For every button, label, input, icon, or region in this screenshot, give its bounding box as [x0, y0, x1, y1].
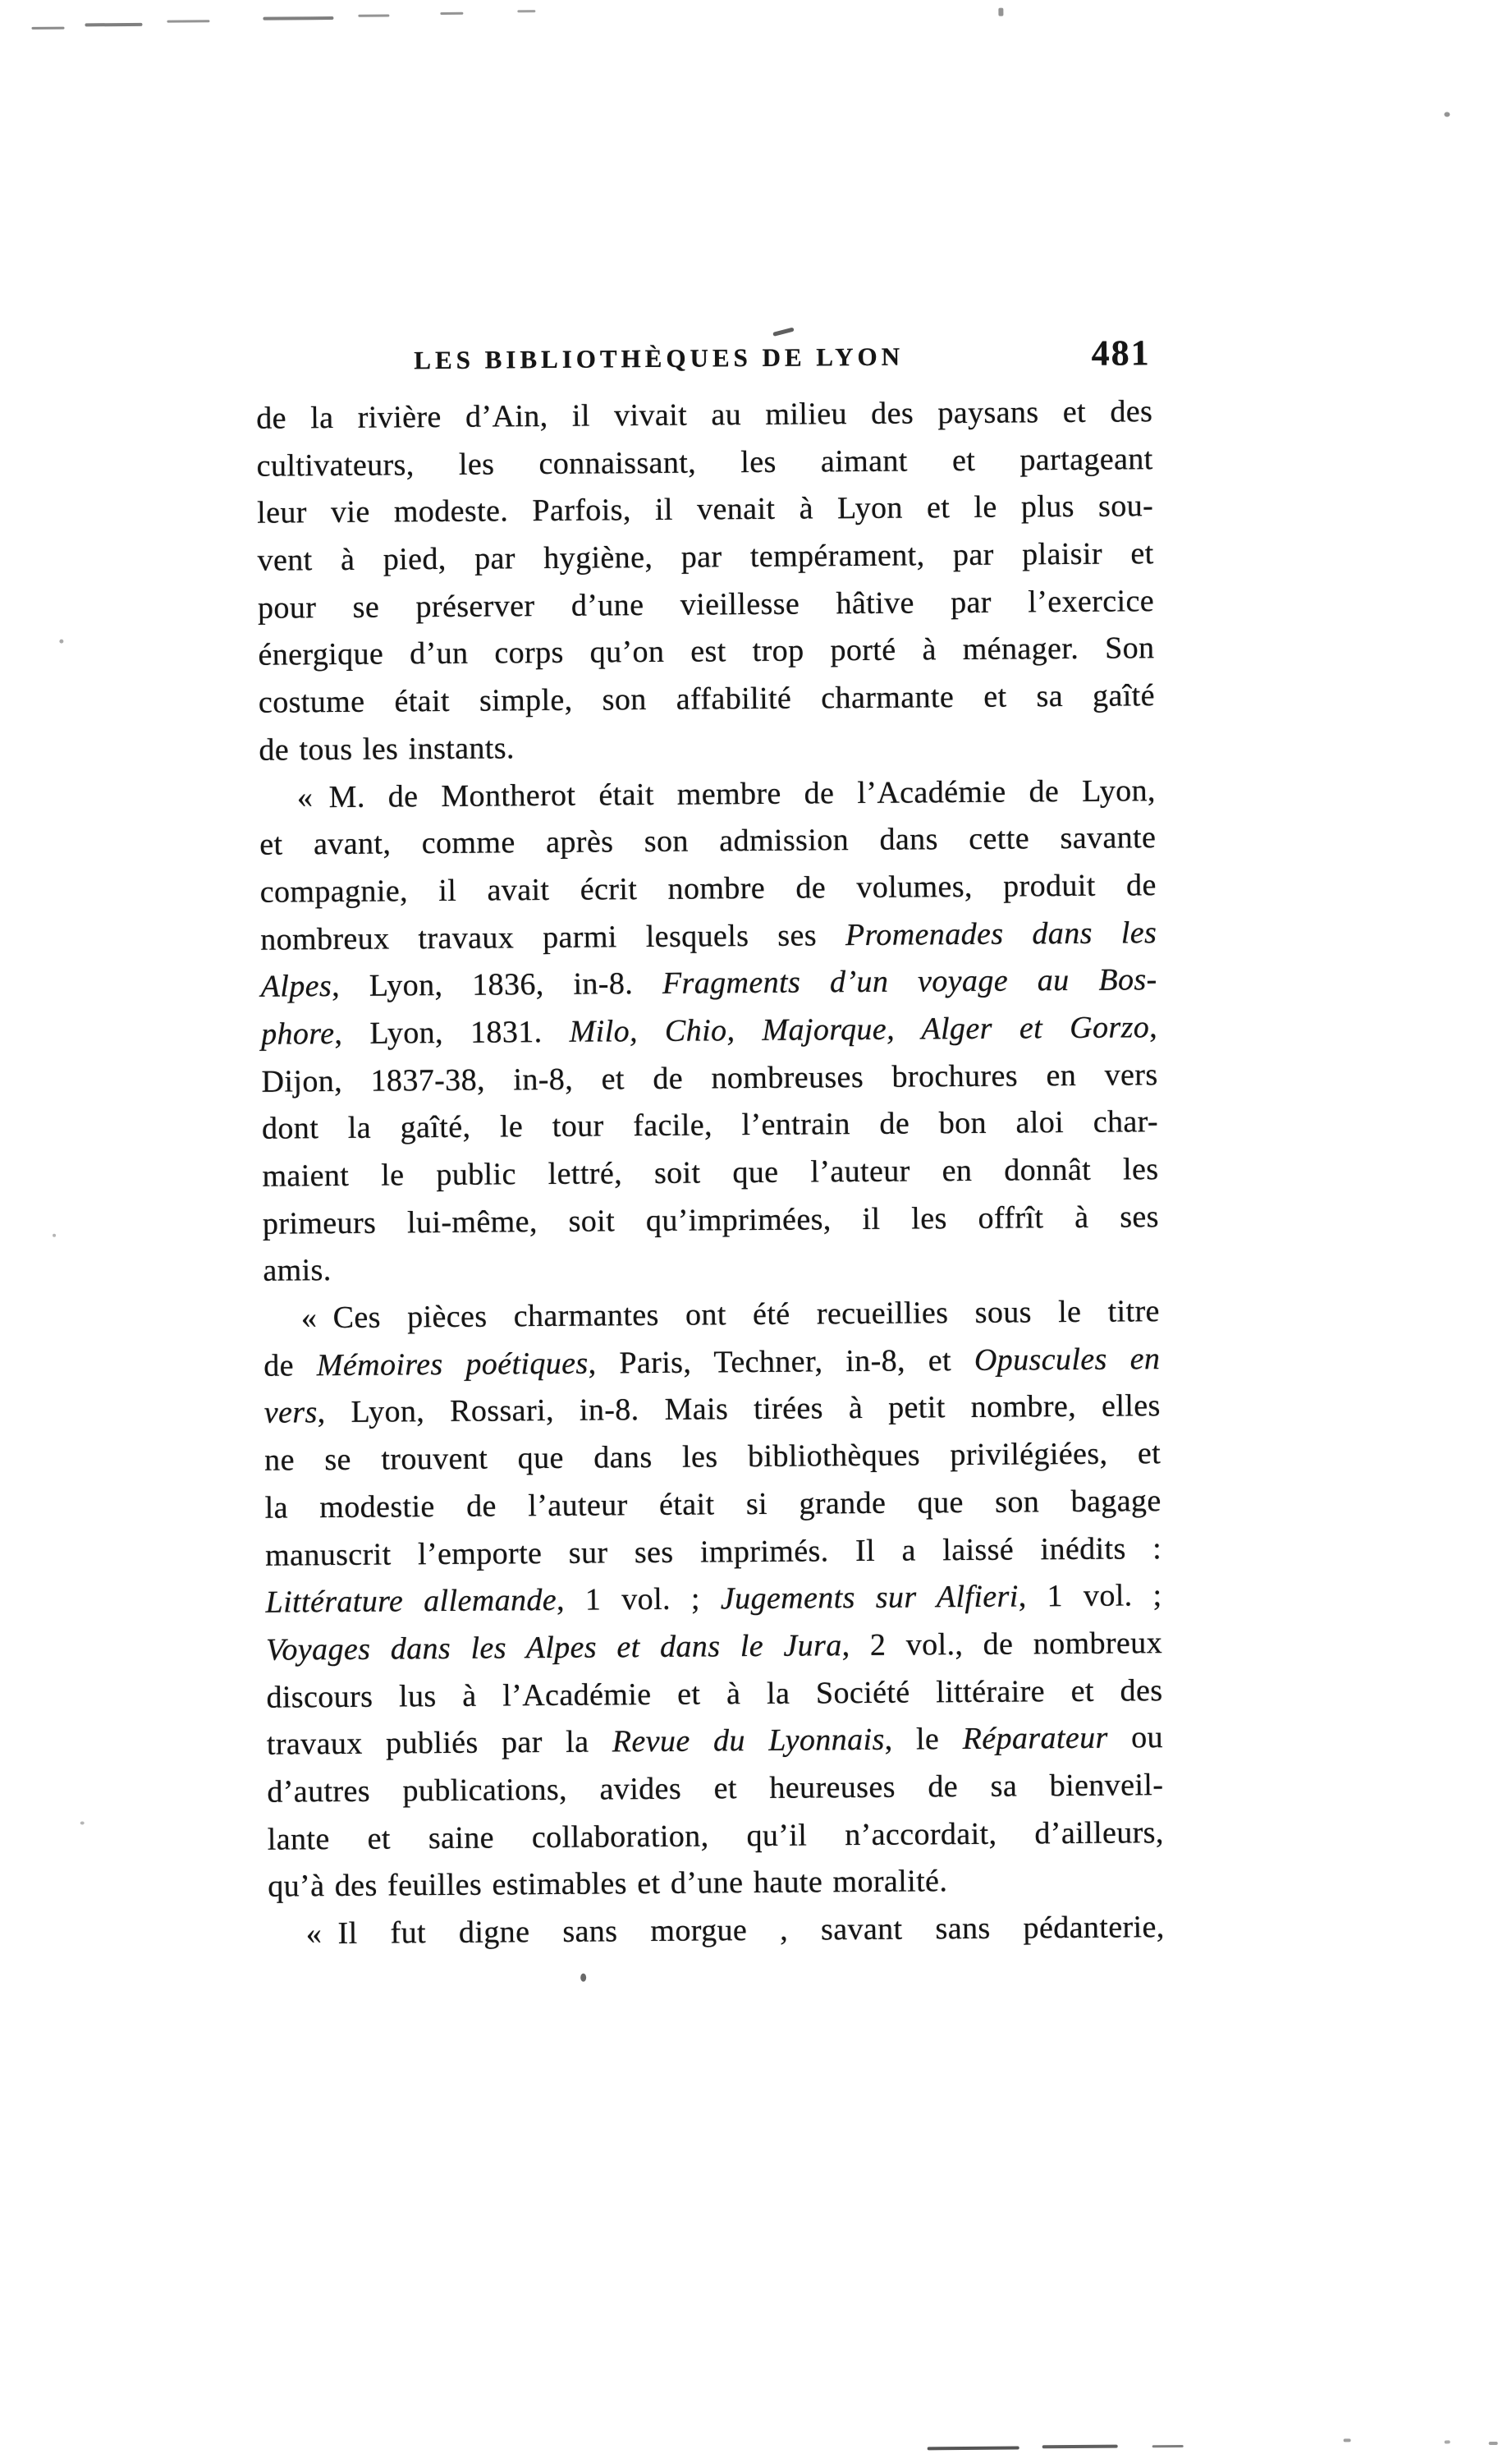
text-line — [259, 768, 1156, 822]
scan-artifact — [1445, 2440, 1450, 2443]
text-segment: « Il fut digne sans morgue , savant sans pédanterie, — [305, 1910, 1165, 1952]
text-line — [259, 814, 1156, 869]
text-line — [260, 956, 1157, 1011]
italic-text-segment: Mémoires poétiques — [316, 1346, 589, 1383]
text-block — [256, 388, 1165, 1958]
text-line — [262, 1099, 1158, 1153]
scan-artifact — [358, 14, 389, 16]
italic-text-segment: Voyages dans les Alpes et dans le Jura — [265, 1628, 842, 1667]
text-line — [265, 1572, 1161, 1626]
text-segment: , 1 vol. ; — [556, 1581, 722, 1618]
italic-text-segment: Jugements sur Alfieri — [720, 1579, 1019, 1617]
text-line — [262, 1146, 1158, 1200]
text-line — [257, 530, 1153, 585]
text-segment: d’autres publications, avides et heureuses de sa bienveil- — [267, 1768, 1164, 1810]
scan-artifact — [80, 1821, 85, 1824]
text-segment: pour se préserver d’une vieillesse hâtive par l’exercice — [257, 583, 1155, 626]
text-segment: manuscrit l’emporte sur ses imprimés. Il a laissé inédits : — [264, 1530, 1162, 1573]
italic-text-segment: phore — [260, 1016, 335, 1052]
italic-text-segment: Revue du Lyonnais — [612, 1722, 885, 1759]
text-segment: maient le public lettré, soit que l’auteur en donnât les — [262, 1152, 1159, 1194]
italic-text-segment: vers — [263, 1395, 318, 1431]
scan-artifact — [1444, 112, 1450, 117]
text-segment: , 1 vol. ; — [1018, 1578, 1162, 1614]
italic-text-segment: Milo, Chio, Majorque, Alger et Gorzo — [569, 1010, 1150, 1049]
text-segment: nombreux travaux parmi lesquels ses — [260, 917, 846, 957]
scan-artifact — [263, 16, 333, 21]
text-segment: , — [1149, 1010, 1158, 1045]
text-segment: , Lyon, 1836, in-8. — [331, 966, 663, 1004]
text-segment: travaux publiés par la — [266, 1724, 612, 1762]
text-segment: de — [263, 1347, 317, 1383]
scan-artifact — [1152, 2445, 1184, 2447]
scan-artifact — [772, 328, 794, 337]
text-segment: « Ces pièces charmantes ont été recueillies sous le titre — [300, 1294, 1160, 1336]
page-title: LES BIBLIOTHÈQUES DE LYON — [414, 342, 905, 375]
text-segment: , Lyon, Rossari, in-8. Mais tirées à petit nombre, elles — [317, 1388, 1161, 1430]
text-segment: cultivateurs, les connaissant, les aimant et partageant — [256, 441, 1153, 484]
text-segment: amis. — [263, 1253, 332, 1289]
text-line — [268, 1810, 1164, 1864]
scan-artifact — [85, 23, 142, 27]
running-head — [256, 333, 1152, 388]
text-line — [266, 1620, 1162, 1674]
text-segment: énergique d’un corps qu’on est trop porté à ménager. Son — [258, 631, 1155, 673]
text-line — [268, 1856, 1164, 1910]
scan-artifact — [517, 10, 535, 12]
text-segment: « M. de Montherot était membre de l’Académie de Lyon, — [296, 773, 1157, 814]
scan-artifact — [928, 2447, 1019, 2451]
text-line — [261, 1004, 1157, 1058]
text-line — [265, 1525, 1161, 1580]
scan-artifact — [998, 8, 1003, 16]
italic-text-segment: Fragments d’un voyage au Bos- — [662, 962, 1157, 1002]
text-segment: leur vie modeste. Parfois, il venait à Lyon et le plus sou- — [256, 489, 1154, 531]
scan-artifact — [31, 27, 64, 30]
scan-artifact — [59, 640, 63, 644]
text-segment: de la rivière d’Ain, il vivait au milieu des paysans et des — [256, 394, 1153, 436]
text-line — [259, 720, 1155, 774]
text-segment: , le — [884, 1722, 963, 1758]
scan-artifact — [1344, 2438, 1351, 2442]
text-segment: , 2 vol., de nombreux — [841, 1626, 1163, 1663]
text-line — [263, 1241, 1159, 1296]
italic-text-segment: Promenades dans les — [845, 915, 1157, 952]
text-segment: la modestie de l’auteur était si grande que son bagage — [264, 1483, 1161, 1525]
text-segment: compagnie, il avait écrit nombre de volumes, produit de — [259, 868, 1157, 910]
text-line — [263, 1288, 1160, 1342]
page-number: 481 — [1091, 333, 1151, 374]
scan-artifact — [1489, 2442, 1498, 2445]
text-line — [259, 672, 1155, 727]
text-segment: de tous les instants. — [259, 731, 515, 768]
text-segment: , Lyon, 1831. — [334, 1014, 570, 1051]
italic-text-segment: Réparateur — [962, 1720, 1108, 1757]
text-line — [261, 1052, 1157, 1106]
scan-artifact — [440, 12, 463, 15]
text-line — [258, 578, 1154, 632]
text-line — [256, 436, 1152, 490]
text-line — [263, 1194, 1159, 1248]
text-line — [256, 388, 1152, 443]
text-segment: lante et saine collaboration, qu’il n’accordait, d’ailleurs, — [267, 1814, 1164, 1857]
italic-text-segment: Littérature allemande — [265, 1583, 557, 1620]
text-line — [264, 1478, 1161, 1532]
text-segment: dont la gaîté, le tour facile, l’entrain de bon aloi char- — [261, 1104, 1159, 1147]
scan-artifact — [580, 1974, 586, 1982]
text-segment: costume était simple, son affabilité charmante et sa gaîté — [258, 678, 1156, 720]
text-line — [258, 626, 1154, 680]
text-line — [268, 1904, 1165, 1958]
text-segment: et avant, comme après son admission dans cette savante — [259, 820, 1157, 862]
text-segment: ne se trouvent que dans les bibliothèques privilégiées, et — [264, 1436, 1161, 1478]
text-line — [260, 910, 1157, 964]
text-line — [266, 1667, 1162, 1722]
text-line — [260, 862, 1157, 916]
scan-artifact — [167, 20, 209, 22]
text-segment: qu’à des feuilles estimables et d’une haute moralité. — [268, 1864, 948, 1905]
scan-artifact — [1042, 2445, 1118, 2449]
text-segment: primeurs lui-même, soit qu’imprimées, il les offrît à ses — [262, 1199, 1160, 1241]
text-line — [267, 1762, 1163, 1816]
text-line — [264, 1383, 1161, 1438]
text-line — [263, 1336, 1160, 1390]
italic-text-segment: Alpes — [260, 969, 332, 1004]
text-line — [257, 484, 1153, 538]
text-segment: Dijon, 1837-38, in-8, et de nombreuses brochures en vers — [261, 1057, 1158, 1099]
text-segment: , Paris, Techner, in-8, et — [588, 1342, 975, 1381]
text-segment: vent à pied, par hygiène, par tempérament, par plaisir et — [257, 536, 1154, 578]
text-line — [267, 1714, 1163, 1768]
text-line — [264, 1430, 1161, 1484]
scan-artifact — [53, 1234, 56, 1237]
text-segment: discours lus à l’Académie et à la Société littéraire et des — [266, 1672, 1163, 1715]
italic-text-segment: Opuscules en — [974, 1341, 1161, 1378]
text-segment: ou — [1107, 1720, 1164, 1755]
